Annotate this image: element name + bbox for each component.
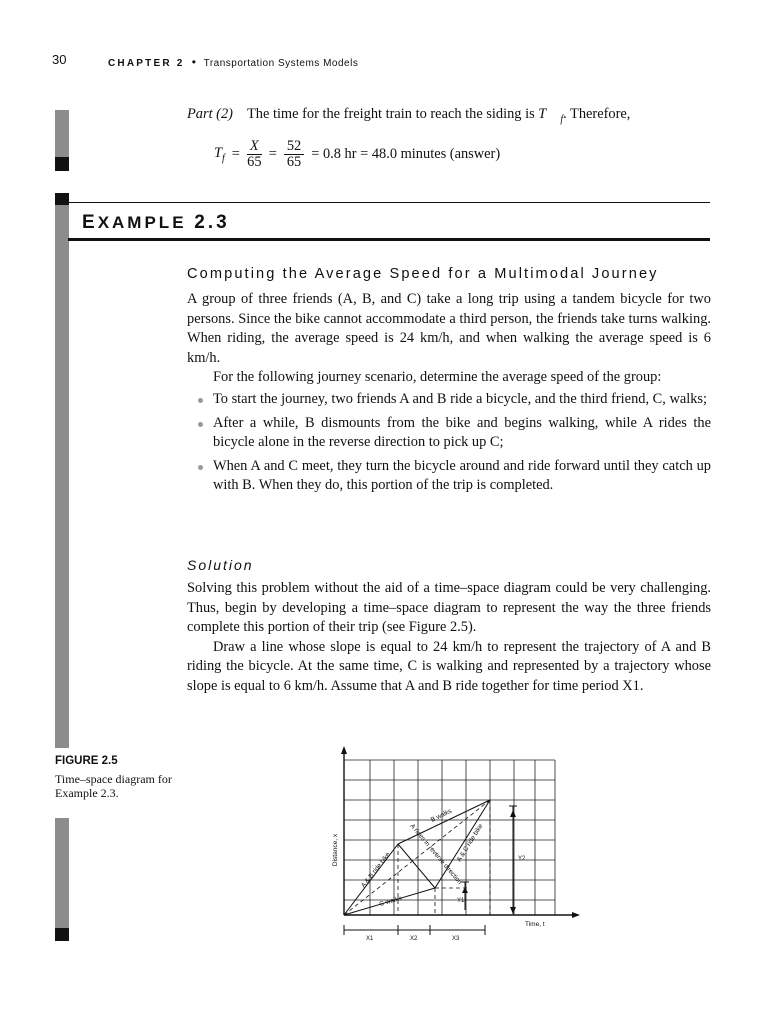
grid: [344, 760, 555, 915]
chapter-title: Transportation Systems Models: [203, 58, 359, 69]
example-initial: E: [82, 212, 98, 233]
y1-label: Y1: [457, 898, 465, 904]
part-2-line: [187, 106, 630, 125]
frac-numerator: X: [247, 139, 262, 155]
list-item: To start the journey, two friends A and B ride a bicycle, and the third friend, C, walks;: [187, 390, 711, 410]
x-ticks: [344, 925, 485, 935]
paragraph: For the following journey scenario, determine the average speed of the group:: [213, 369, 662, 386]
x2-label: X2: [410, 936, 418, 942]
eq-lhs: T: [214, 145, 223, 162]
example-body: [187, 290, 711, 500]
running-header: [108, 55, 358, 69]
example-word: XAMPLE: [97, 213, 195, 232]
paragraph: Solving this problem without the aid of a time–space diagram could be very challenging. Thus, begin by developing a time–space diagram to represent the way the three friends complete this portion of their trip (see Figure 2.5).: [187, 580, 711, 636]
margin-bar: [55, 818, 69, 930]
x3-label: X3: [452, 936, 460, 942]
margin-bar: [55, 205, 69, 748]
fraction: [247, 139, 262, 170]
eq-lhs-sub: f: [222, 152, 225, 164]
solution-body: [187, 579, 711, 697]
part-text: The time for the freight train to reach the siding is: [246, 106, 539, 122]
figure-caption: Time–space diagram for Example 2.3.: [55, 772, 172, 800]
a-reverse-label: A rides in reverse direction: [408, 822, 464, 886]
part-var: T: [538, 106, 547, 122]
eq-result: = 0.8 hr = 48.0 minutes (answer): [311, 146, 501, 162]
list-item: After a while, B dismounts from the bike and begins walking, while A rides the bicycle alone in the reverse direction to pick up C;: [187, 414, 711, 453]
y2-label: Y2: [518, 856, 526, 862]
margin-marker: [55, 193, 69, 205]
example-heading: Computing the Average Speed for a Multimodal Journey: [187, 266, 659, 282]
example-number: 2.3: [194, 212, 230, 233]
frac-denominator: 65: [286, 154, 302, 170]
margin-marker: [55, 157, 69, 171]
fraction: [284, 139, 304, 170]
bullet-list: [187, 390, 711, 496]
paragraph: A group of three friends (A, B, and C) take a long trip using a tandem bicycle for two persons. Since the bike cannot accommodate a third person, the friends take turns walking. When riding, the average speed is 24 km/h, and when walking the average speed is 6 km/h.: [187, 291, 711, 366]
solution-label: Solution: [187, 557, 254, 573]
example-rule: [68, 238, 710, 241]
part-sub: f: [560, 113, 564, 125]
page-number: 30: [52, 52, 67, 67]
paragraph: Draw a line whose slope is equal to 24 km/h to represent the trajectory of A and B riding the bicycle. At the same time, C is walking and represented by a trajectory whose slope is equal to 6 km/h. Assume that A and B ride together for time period X1.: [187, 638, 711, 694]
ab-ride-label: A & B ride bike: [360, 851, 392, 890]
divider: [66, 202, 710, 203]
example-label: [82, 212, 230, 234]
chapter-label: CHAPTER 2: [108, 58, 185, 69]
b-walks-label: B walks: [429, 807, 454, 824]
x1-label: X1: [366, 936, 374, 942]
part-text-after: . Therefore,: [563, 106, 631, 122]
frac-numerator: 52: [284, 139, 304, 155]
equation: $T_f$ = $\frac{X}{65}$ = $\frac{52}{65}$ = 0.8 hr = 48.0 minutes (answer): [214, 138, 501, 170]
list-item: When A and C meet, they turn the bicycle around and ride forward until they catch up with B. When they do, this portion of the trip is completed.: [187, 457, 711, 496]
y-axis-label: Distance, x: [332, 833, 339, 867]
dashed-lines: [344, 800, 490, 915]
frac-denominator: 65: [247, 154, 262, 170]
part-label: Part (2): [187, 106, 233, 122]
margin-marker: [55, 928, 69, 941]
time-space-diagram: [320, 740, 590, 950]
c-walks-label: C walks: [378, 894, 403, 908]
figure-label: FIGURE 2.5: [55, 755, 118, 767]
x-axis-label: Time, t: [525, 921, 545, 928]
header-separator: •: [191, 55, 197, 69]
ac-ride-label: A & C ride bike: [455, 822, 485, 864]
axes: [341, 746, 580, 918]
